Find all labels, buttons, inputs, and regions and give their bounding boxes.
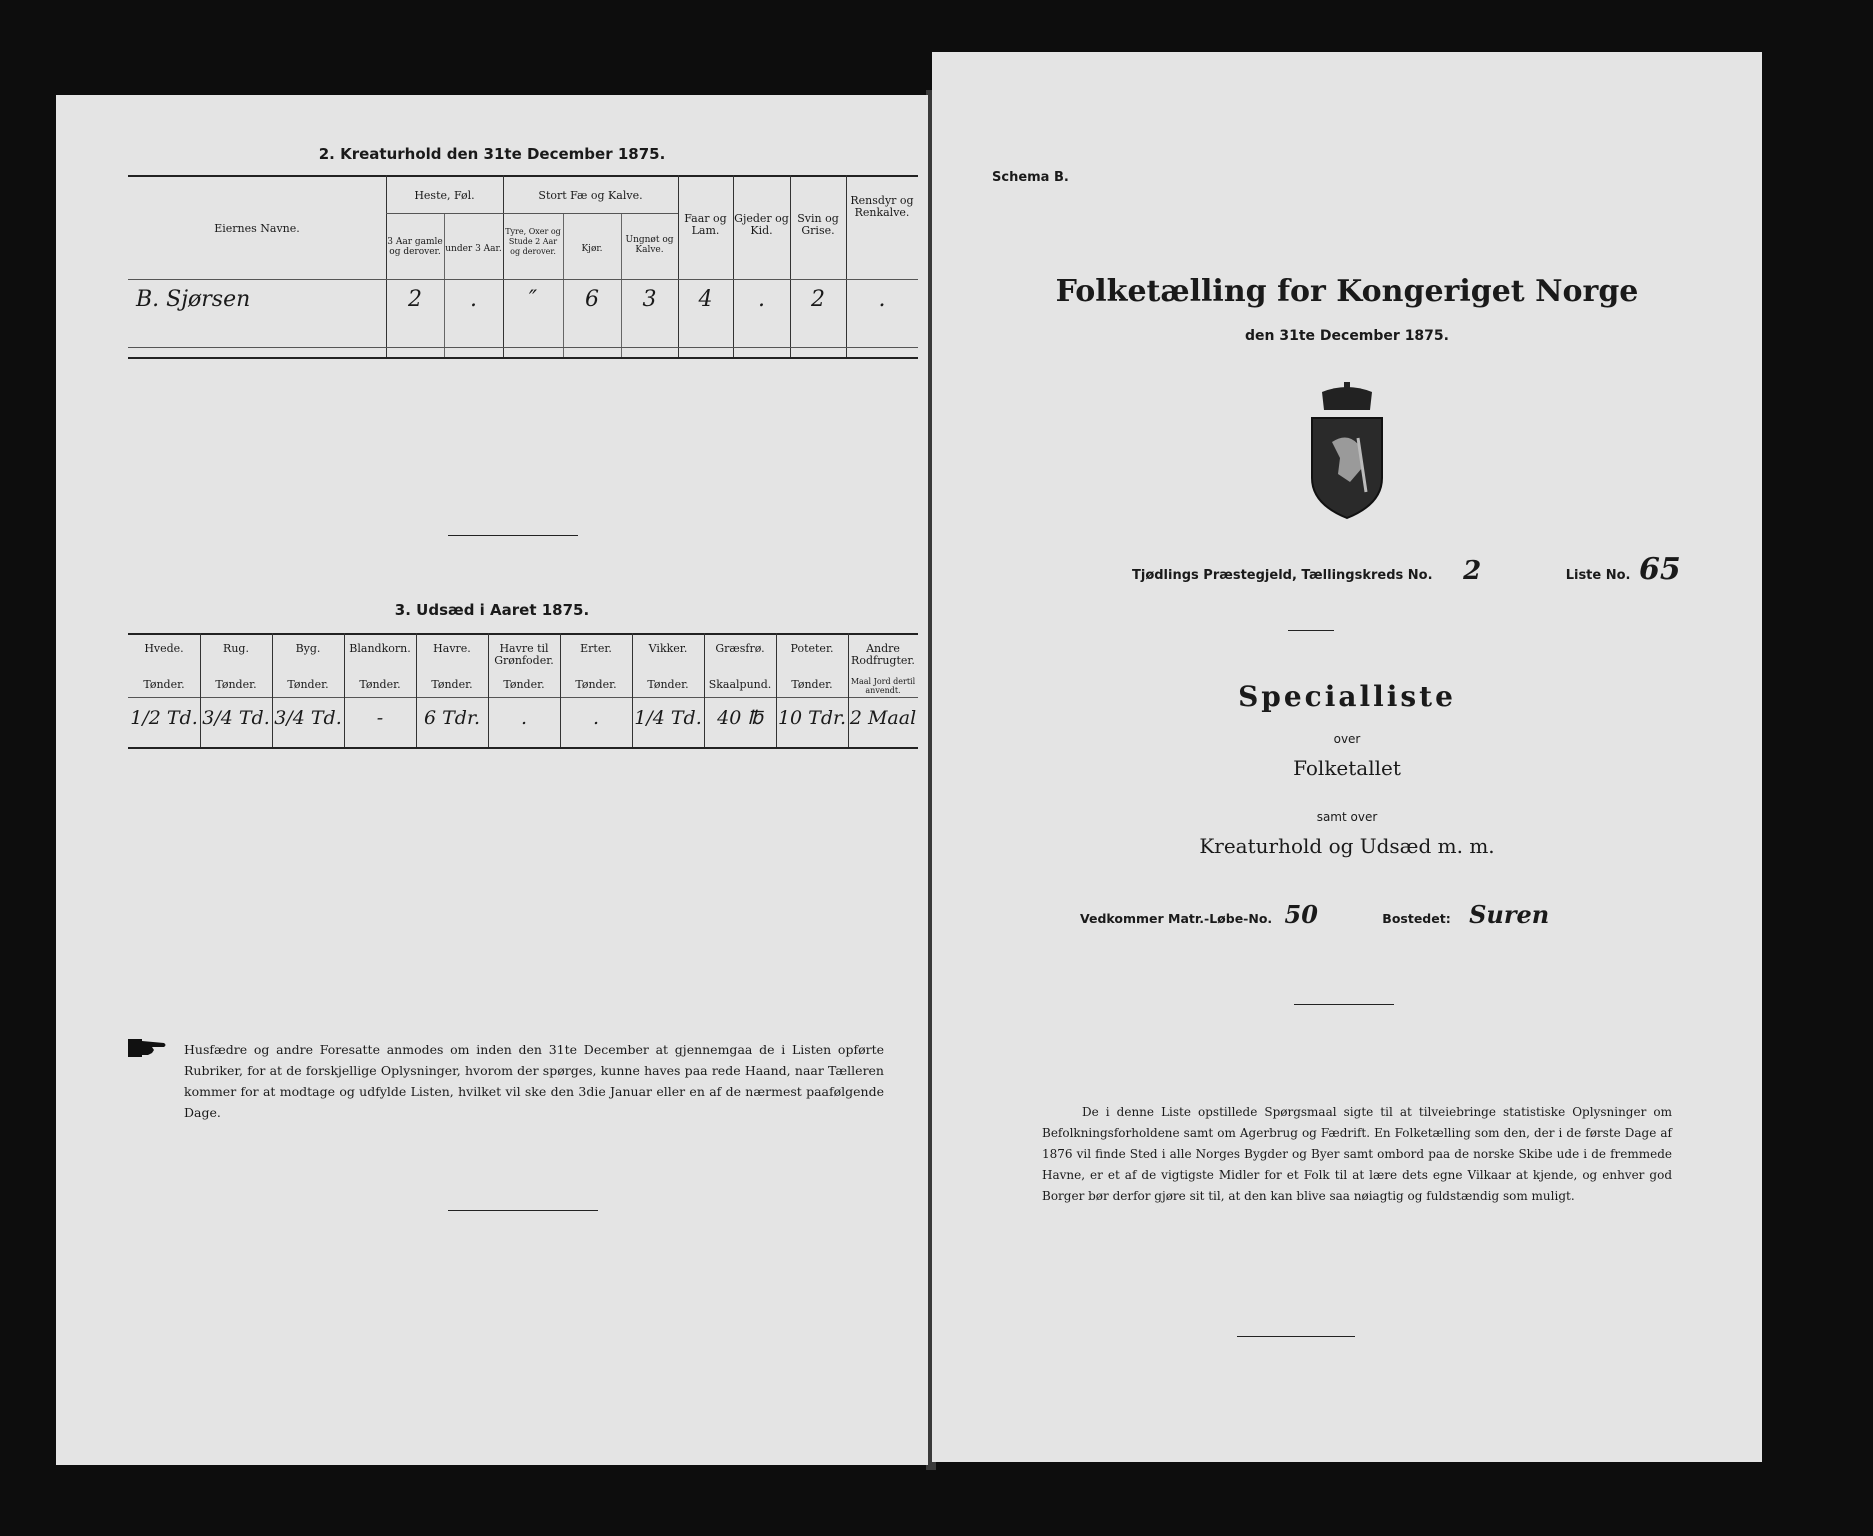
header-stort: Stort Fæ og Kalve. <box>538 189 643 202</box>
folketallet: Folketallet <box>1293 756 1401 780</box>
matr-label: Vedkommer Matr.-Løbe-No. <box>1080 911 1273 926</box>
section2-title: 2. Kreaturhold den 31te December 1875. <box>318 145 666 163</box>
header-heste: Heste, Føl. <box>414 189 475 202</box>
sowing-value-0: 1/2 Td. <box>130 707 198 729</box>
sowing-header-0: Hvede. <box>144 642 184 655</box>
header-stort-a: Tyre, Oxer og Stude 2 Aar og derover. <box>505 227 561 256</box>
sowing-unit-6: Tønder. <box>575 678 617 691</box>
sowing-header-7: Vikker. <box>648 642 688 655</box>
right-page <box>932 52 1762 1462</box>
tellingskreds-no: 2 <box>1463 556 1482 586</box>
sowing-unit-7: Tønder. <box>647 678 689 691</box>
pointing-hand-icon <box>128 1035 168 1061</box>
value-stort-a: ″ <box>528 287 538 312</box>
value-rensdyr: . <box>878 287 886 312</box>
sowing-unit-2: Tønder. <box>287 678 329 691</box>
value-heste-a: 2 <box>408 287 422 312</box>
short-rule <box>1288 630 1334 631</box>
header-rensdyr: Rensdyr og Renkalve. <box>850 194 914 219</box>
parish-line <box>1132 552 1692 587</box>
sowing-header-1: Rug. <box>223 642 249 655</box>
sowing-value-1: 3/4 Td. <box>202 707 270 729</box>
sowing-value-6: . <box>592 707 600 729</box>
sowing-header-4: Havre. <box>433 642 471 655</box>
left-page <box>56 95 928 1465</box>
sowing-value-10: 2 Maal <box>849 707 917 729</box>
notice-text: Husfædre og andre Foresatte anmodes om inden den 31te December at gjennemgaa de i Listen opførte Rubriker, for at de forskjellige Oplysninger, hvorom der spørges, kunne haves paa rede Haand, naar Tælleren kommer for at modtage og udfylde Listen, hvilket vil ske den 3die Januar eller en af de nærmest paafølgende Dage. <box>184 1042 884 1120</box>
value-gjeder: . <box>758 287 765 312</box>
sowing-unit-10: Maal Jord dertil anvendt. <box>850 677 916 695</box>
header-stort-b: Kjør. <box>581 244 603 254</box>
header-gjeder: Gjeder og Kid. <box>734 212 789 237</box>
sowing-unit-4: Tønder. <box>431 678 473 691</box>
section3-title: 3. Udsæd i Aaret 1875. <box>394 601 590 619</box>
intro-paragraph: De i denne Liste opstillede Spørgsmaal sigte til at tilveiebringe statistiske Oplysninger om Befolkningsforholdene samt om Agerbrug og Fædrift. En Folketælling som den, der i de første Dage af 1876 vil finde Sted i alle Norges Bygder og Byer samt ombord paa de norske Skibe ude i de fremmede Havne, er et af de vigtigste Midler for et Folk til at lære dets egne Vilkaar at kjende, og enhver god Borger bør derfor gjøre sit til, at den kan blive saa nøiagtig og fuldstændig som muligt. <box>1042 1105 1672 1203</box>
value-heste-b: . <box>470 287 477 312</box>
sowing-unit-9: Tønder. <box>791 678 833 691</box>
sowing-unit-1: Tønder. <box>215 678 257 691</box>
sowing-unit-0: Tønder. <box>143 678 185 691</box>
kreaturhold-line: Kreaturhold og Udsæd m. m. <box>1199 834 1495 858</box>
sowing-header-10: Andre Rodfrugter. <box>851 642 915 667</box>
sowing-value-9: 10 Tdr. <box>777 707 847 729</box>
value-ungnot: 3 <box>642 287 657 312</box>
specialliste-heading: Specialliste <box>1238 680 1456 713</box>
sowing-header-8: Græsfrø. <box>715 642 765 655</box>
matr-line <box>1080 900 1700 929</box>
sowing-header-5: Havre til Grønfoder. <box>494 642 554 667</box>
samt-over: samt over <box>1316 810 1378 824</box>
header-heste-a: 3 Aar gamle og derover. <box>387 237 443 257</box>
value-faar: 4 <box>698 287 713 312</box>
header-names: Eiernes Navne. <box>214 222 300 235</box>
sowing-unit-3: Tønder. <box>359 678 401 691</box>
value-kjor: 6 <box>585 287 599 312</box>
sowing-unit-5: Tønder. <box>503 678 545 691</box>
header-stort-c: Ungnøt og Kalve. <box>625 235 674 255</box>
sowing-value-5: . <box>520 707 528 729</box>
header-heste-b: under 3 Aar. <box>445 244 502 254</box>
rule-3 <box>1237 1336 1355 1337</box>
sowing-value-8: 40 ℔ <box>717 707 763 729</box>
header-faar: Faar og Lam. <box>684 212 727 237</box>
sowing-value-2: 3/4 Td. <box>274 707 342 729</box>
schema-label: Schema B. <box>992 170 1069 185</box>
rule-2 <box>1294 1004 1394 1005</box>
value-svin: 2 <box>811 287 825 312</box>
sowing-header-9: Poteter. <box>790 642 834 655</box>
main-title: Folketælling for Kongeriget Norge <box>1055 274 1639 309</box>
sowing-value-7: 1/4 Td. <box>634 707 702 729</box>
sowing-value-3: - <box>376 707 384 729</box>
header-svin: Svin og Grise. <box>797 212 839 237</box>
matr-no: 50 <box>1284 900 1318 929</box>
sowing-header-6: Erter. <box>580 642 612 655</box>
sowing-header-2: Byg. <box>295 642 321 655</box>
bostedet-value: Suren <box>1469 900 1550 929</box>
owner-name: B. Sjørsen <box>136 287 251 312</box>
bottom-separator <box>448 1210 598 1211</box>
sowing-value-4: 6 Tdr. <box>424 707 480 729</box>
bostedet-label: Bostedet: <box>1382 911 1451 926</box>
over-text: over <box>1333 732 1361 746</box>
liste-no: 65 <box>1639 552 1681 587</box>
sowing-header-3: Blandkorn. <box>349 642 411 655</box>
liste-label: Liste No. <box>1565 568 1631 583</box>
date-line: den 31te December 1875. <box>1245 328 1449 344</box>
norwegian-coat-of-arms-icon <box>1292 382 1402 522</box>
separator <box>448 535 578 536</box>
parish-label: Tjødlings Præstegjeld, Tællingskreds No. <box>1132 568 1433 583</box>
sowing-unit-8: Skaalpund. <box>708 678 772 691</box>
